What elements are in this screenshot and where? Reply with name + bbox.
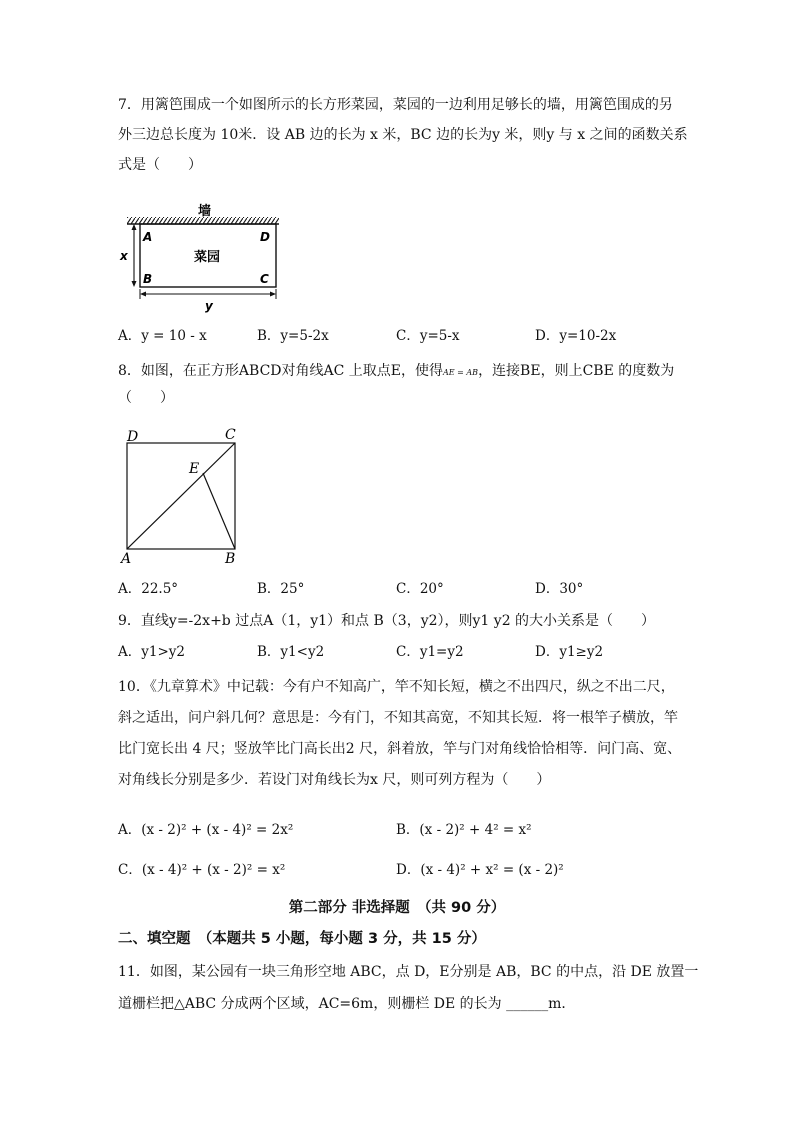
q10-option-b: B．(x - 2)² + 4² = x² [396, 822, 532, 838]
q8-square-figure [115, 425, 245, 570]
q8-text-line2: （ ） [118, 390, 174, 406]
label-A: A [143, 230, 153, 244]
q10-text-line2: 斜之适出，问户斜几何？意思是：今有门，不知其高宽，不知其长短．将一根竿子横放，竿 [118, 710, 678, 726]
q7-garden-figure [115, 200, 290, 315]
q8-option-c: C．20° [396, 581, 444, 597]
q8-option-d: D．30° [535, 581, 584, 597]
label-A: A [121, 551, 132, 567]
q10-option-a: A．(x - 2)² + (x - 4)² = 2x² [118, 822, 294, 838]
q9-option-d: D．y1≥y2 [535, 644, 604, 660]
q7-option-a: A．y = 10 - x [118, 328, 207, 344]
q11-text-line2: 道栅栏把△ABC 分成两个区域，AC=6m，则栅栏 DE 的长为 ______m． [118, 996, 576, 1012]
q9-option-a: A．y1>y2 [118, 644, 185, 660]
label-B: B [143, 272, 153, 286]
q7-text-line3: 式是（ ） [118, 157, 202, 173]
section2-heading: 二、填空题 （本题共 5 小题，每小题 3 分，共 15 分） [118, 931, 486, 947]
q9-text-line1: 9．直线y=-2x+b 过点A（1，y1）和点 B（3，y2），则y1 y2 的大小关系是（ ） [118, 613, 656, 629]
q7-option-d: D．y=10-2x [535, 328, 617, 344]
q9-option-b: B．y1<y2 [257, 644, 325, 660]
part2-heading: 第二部分 非选择题 （共 90 分） [288, 900, 506, 916]
label-B: B [225, 551, 236, 567]
q9-option-c: C．y1=y2 [396, 644, 464, 660]
label-x: x [120, 249, 128, 263]
wall-label: 墙 [198, 204, 212, 219]
q10-text-line4: 对角线长分别是多少．若设门对角线长为x 尺，则可列方程为（ ） [118, 772, 551, 788]
label-D: D [260, 230, 270, 244]
q8-small-condition: AE = AB [443, 368, 479, 377]
q8-option-a: A．22.5° [118, 581, 179, 597]
label-D: D [127, 429, 139, 445]
q8-text-line1 [118, 361, 674, 383]
q7-option-c: C．y=5-x [396, 328, 460, 344]
q7-option-b: B．y=5-2x [257, 328, 329, 344]
q7-text-line1: 7．用篱笆围成一个如图所示的长方形菜园，菜园的一边利用足够长的墙，用篱笆围成的另 [118, 97, 673, 113]
garden-label: 菜园 [194, 250, 221, 265]
label-C: C [225, 427, 236, 443]
q10-text-line1: 10．《九章算术》中记载：今有户不知高广，竿不知长短，横之不出四尺，纵之不出二尺， [118, 679, 675, 695]
q10-option-d: D．(x - 4)² + x² = (x - 2)² [396, 862, 564, 878]
q7-text-line2: 外三边总长度为 10米．设 AB 边的长为 x 米，BC 边的长为y 米，则y 与 x 之间的函数关系 [118, 127, 688, 143]
label-C: C [260, 272, 269, 286]
q10-text-line3: 比门宽长出 4 尺；竖放竿比门高长出2 尺，斜着放，竿与门对角线恰恰相等．问门高、宽、 [118, 741, 682, 757]
q8-text-part-b: ，连接BE，则上CBE 的度数为 [478, 363, 675, 379]
q11-text-line1: 11．如图，某公园有一块三角形空地 ABC，点 D，E分别是 AB，BC 的中点，沿 DE 放置一 [118, 964, 699, 980]
q8-text-part-a: 8．如图，在正方形ABCD对角线AC 上取点E，使得 [118, 363, 443, 379]
label-E: E [189, 461, 200, 477]
q8-option-b: B．25° [257, 581, 305, 597]
label-y: y [205, 299, 213, 313]
q10-option-c: C．(x - 4)² + (x - 2)² = x² [118, 862, 286, 878]
